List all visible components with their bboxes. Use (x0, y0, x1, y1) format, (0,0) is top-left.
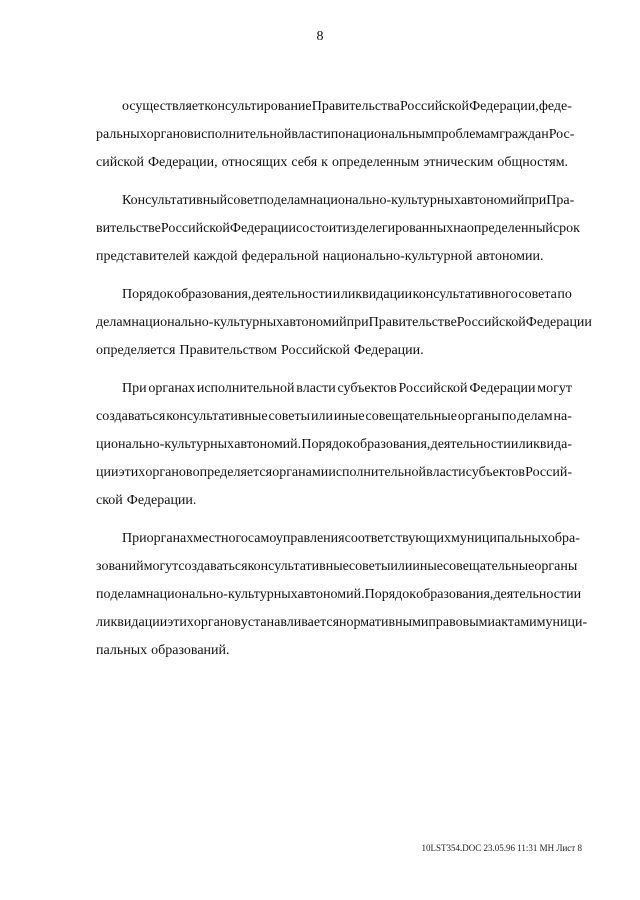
paragraph (96, 93, 575, 177)
document-footer: 10LST354.DOC 23.05.96 11:31 МН Лист 8 (421, 843, 582, 853)
text-line: ской Федерации. (96, 493, 197, 508)
text-line: пальных образований. (96, 643, 230, 658)
text-line: зований могут создаваться консультативные советы или иные совещательные органы (96, 559, 578, 574)
paragraph-gap (96, 271, 572, 281)
text-line: При органах исполнительной власти субъектов Российской Федерации могут (122, 381, 572, 396)
text-line: Консультативный совет по делам национально-культурных автономий при Пра- (122, 193, 575, 208)
text-line: ции этих органов определяется органами исполнительной власти субъектов Россий- (96, 465, 572, 480)
paragraph-gap (96, 365, 572, 375)
text-line: осуществляет консультирование Правительства Российской Федерации, феде- (122, 99, 572, 114)
paragraph-gap (96, 177, 572, 187)
paragraph (96, 281, 592, 365)
document-body (96, 93, 592, 665)
paragraph-gap (96, 515, 572, 525)
text-line: определяется Правительством Российской Федерации. (96, 343, 424, 358)
text-line: по делам национально-культурных автономий. Порядок образования, деятельности и (96, 587, 582, 602)
text-line: ционально-культурных автономий. Порядок образования, деятельности и ликвида- (96, 437, 572, 452)
paragraph (96, 525, 588, 665)
text-line: Порядок образования, деятельности и ликвидации консультативного совета по (122, 287, 572, 302)
text-line: представителей каждой федеральной национально-культурной автономии. (96, 249, 544, 264)
text-line: делам национально-культурных автономий при Правительстве Российской Федерации (96, 315, 592, 330)
text-line: ральных органов исполнительной власти по национальным проблемам граждан Рос- (96, 127, 575, 142)
text-line: При органах местного самоуправления соответствующих муниципальных обра- (122, 531, 580, 546)
text-line: вительстве Российской Федерации состоит из делегированных на определенный срок (96, 221, 580, 236)
paragraph (96, 187, 580, 271)
text-line: ликвидации этих органов устанавливается нормативными правовыми актами муници- (96, 615, 588, 630)
text-line: создаваться консультативные советы или иные совещательные органы по делам на- (96, 409, 572, 424)
page-number: 8 (316, 29, 324, 44)
text-line: сийской Федерации, относящих себя к определенным этническим общностям. (96, 155, 569, 170)
paragraph (96, 375, 572, 515)
